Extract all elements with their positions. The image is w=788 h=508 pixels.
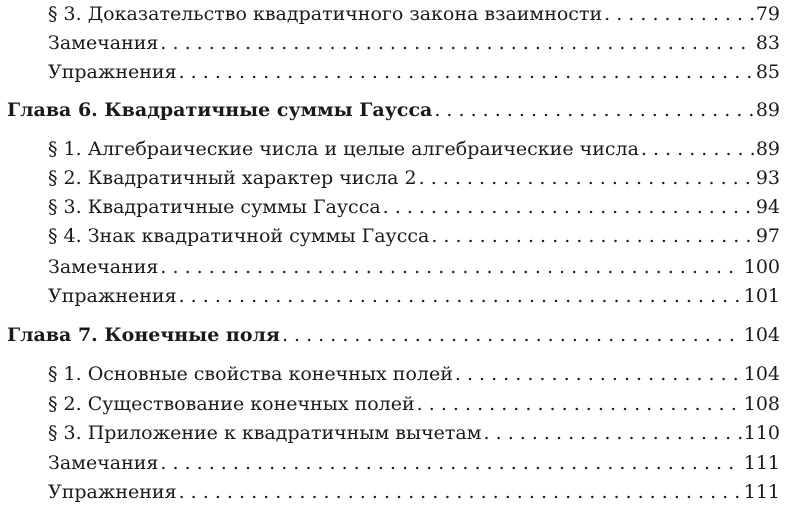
toc-entry-page: 100	[743, 256, 780, 278]
toc-entry-section[interactable]	[48, 58, 780, 86]
toc-entry-section[interactable]	[48, 419, 780, 447]
toc-entry-page: 89	[755, 138, 780, 160]
toc-entry-page: 104	[743, 324, 780, 346]
dot-leader	[282, 321, 742, 349]
toc-chapter-title: Глава 6. Квадратичные суммы Гаусса	[7, 99, 433, 121]
dot-leader	[160, 253, 741, 281]
dot-leader	[604, 0, 754, 28]
toc-entry-chapter[interactable]	[7, 321, 780, 349]
toc-entry-title: Замечания	[48, 32, 159, 54]
toc-entry-section[interactable]	[48, 135, 780, 163]
toc-entry-section[interactable]	[48, 164, 780, 192]
toc-chapter-title: Глава 7. Конечные поля	[7, 324, 280, 346]
dot-leader	[641, 135, 754, 163]
toc-entry-section[interactable]	[48, 29, 780, 57]
toc-entry-section[interactable]	[48, 390, 780, 418]
dot-leader	[160, 449, 741, 477]
toc-entry-title: § 1. Алгебраические числа и целые алгебраические числа	[48, 138, 639, 160]
toc-entry-section[interactable]	[48, 193, 780, 221]
toc-entry-title: Замечания	[48, 256, 159, 278]
dot-leader	[455, 360, 742, 388]
dot-leader	[160, 29, 753, 57]
toc-entry-chapter[interactable]	[7, 96, 780, 124]
toc-entry-section[interactable]	[48, 282, 780, 310]
toc-entry-title: § 2. Квадратичный характер числа 2	[48, 167, 417, 189]
dot-leader	[484, 419, 742, 447]
toc-entry-section[interactable]	[48, 0, 780, 28]
dot-leader	[179, 58, 754, 86]
toc-entry-section[interactable]	[48, 478, 780, 506]
toc-entry-title: Упражнения	[48, 481, 177, 503]
dot-leader	[434, 96, 753, 124]
dot-leader	[419, 164, 754, 192]
dot-leader	[383, 193, 754, 221]
toc-entry-section[interactable]	[48, 222, 780, 250]
toc-entry-page: 89	[755, 99, 780, 121]
toc-entry-title: § 3. Квадратичные суммы Гаусса	[48, 196, 381, 218]
toc-entry-page: 93	[755, 167, 780, 189]
toc-entry-page: 85	[755, 61, 780, 83]
dot-leader	[179, 282, 742, 310]
toc-entry-title: Упражнения	[48, 61, 177, 83]
toc-entry-section[interactable]	[48, 253, 780, 281]
dot-leader	[417, 390, 742, 418]
toc-entry-page: 111	[743, 481, 780, 503]
dot-leader	[431, 222, 753, 250]
toc-entry-page: 83	[755, 32, 780, 54]
toc-entry-title: § 2. Существование конечных полей	[48, 393, 415, 415]
dot-leader	[179, 478, 742, 506]
toc-entry-page: 108	[743, 393, 780, 415]
toc-entry-section[interactable]	[48, 449, 780, 477]
toc-entry-page: 104	[743, 363, 780, 385]
toc-entry-page: 79	[755, 3, 780, 25]
toc-entry-title: § 3. Доказательство квадратичного закона взаимности	[48, 3, 603, 25]
toc-entry-page: 110	[743, 422, 780, 444]
toc-entry-title: Упражнения	[48, 285, 177, 307]
toc-entry-title: § 3. Приложение к квадратичным вычетам	[48, 422, 482, 444]
toc-entry-page: 94	[755, 196, 780, 218]
toc-entry-section[interactable]	[48, 360, 780, 388]
toc-entry-page: 101	[743, 285, 780, 307]
toc-entry-title: § 4. Знак квадратичной суммы Гаусса	[48, 225, 430, 247]
toc-entry-page: 97	[755, 225, 780, 247]
toc-entry-title: § 1. Основные свойства конечных полей	[48, 363, 453, 385]
toc-entry-title: Замечания	[48, 452, 159, 474]
toc-entry-page: 111	[743, 452, 780, 474]
